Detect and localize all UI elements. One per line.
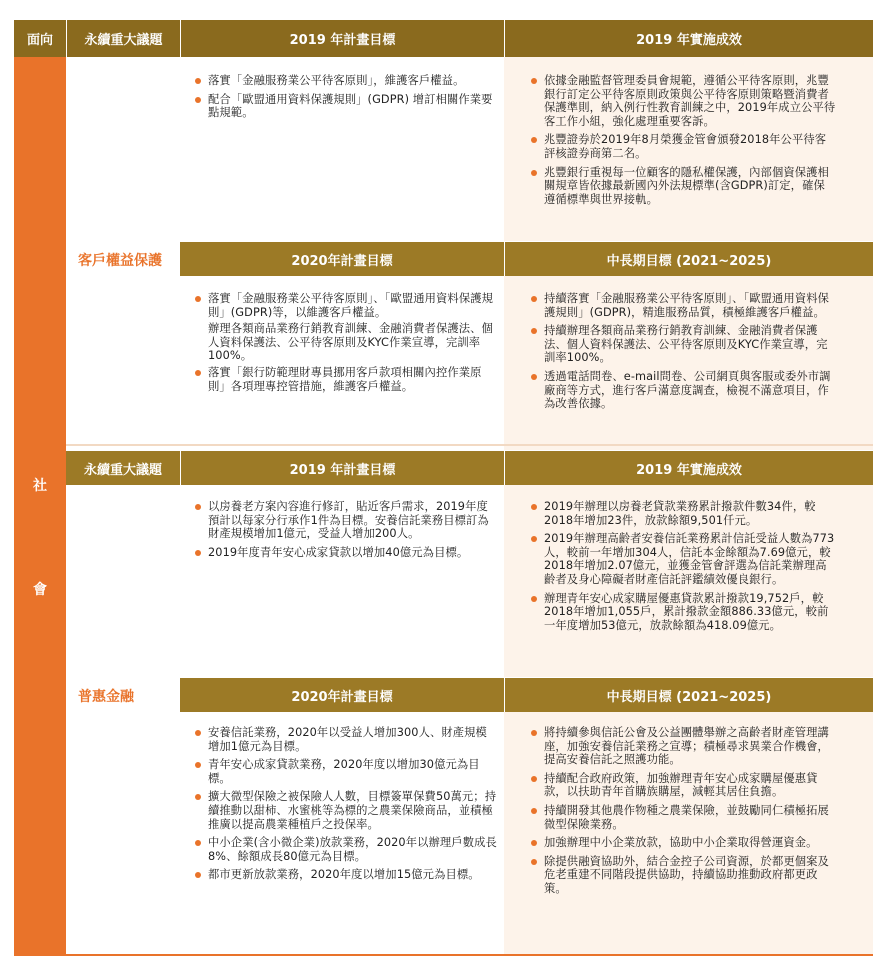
section2-header-result2019: 2019 年實施成效 bbox=[504, 451, 873, 485]
section1-plan2019-item: 落實「金融服務業公平待客原則」，維護客戶權益。 bbox=[194, 74, 498, 88]
header-topic: 永續重大議題 bbox=[66, 20, 180, 57]
header-plan-2019: 2019 年計畫目標 bbox=[180, 20, 504, 57]
section1-midterm-item: 透過電話問卷、e-mail問卷、公司網頁與客服或委外市調廠商等方式，進行客戶滿意度調查，檢視不滿意項目，作為改善依據。 bbox=[530, 370, 836, 411]
section2-plan2020-item: 中小企業(含小微企業)放款業務，2020年以辦理戶數成長8%、餘額成長80億元為目標。 bbox=[194, 836, 498, 863]
section2-header-plan2019: 2019 年計畫目標 bbox=[180, 451, 504, 485]
section2-topic: 普惠金融 bbox=[78, 689, 134, 705]
header-face: 面向 bbox=[14, 20, 66, 57]
section1-midterm bbox=[530, 292, 836, 416]
section1-topic: 客戶權益保護 bbox=[78, 253, 162, 269]
section-divider bbox=[66, 444, 873, 446]
header-result-2019: 2019 年實施成效 bbox=[504, 20, 873, 57]
section1-midterm-item: 持續辦理各類商品業務行銷教育訓練、金融消費者保護法、個人資料保護法、公平待客原則及KYC作業宣導，完訓率100%。 bbox=[530, 324, 836, 365]
section1-header-plan2020: 2020年計畫目標 bbox=[180, 242, 504, 276]
section2-header-midterm: 中長期目標 (2021~2025) bbox=[504, 678, 873, 712]
section2-plan2020 bbox=[194, 726, 498, 887]
face-column bbox=[14, 57, 66, 956]
section1-result2019-item: 兆豐證券於2019年8月榮獲金管會頒發2018年公平待客評核證券商第二名。 bbox=[530, 133, 836, 160]
section2-header-topic: 永續重大議題 bbox=[66, 451, 180, 485]
section2-header-plan2020: 2020年計畫目標 bbox=[180, 678, 504, 712]
section2-result2019-item: 2019年辦理高齡者安養信託業務累計信託受益人數為773人，較前一年增加304人，信託本金餘額為7.69億元，較2018年增加2.07億元，並獲金管會評選為信託業辦理高齡者及身心障礙者財產信託評鑑績效優良銀行。 bbox=[530, 532, 836, 586]
section1-plan2020-item: 辦理各類商品業務行銷教育訓練、金融消費者保護法、個人資料保護法、公平待客原則及KYC作業宣導，完訓率100%。 bbox=[208, 322, 493, 363]
section1-plan2019 bbox=[194, 74, 498, 125]
section2-plan2020-item: 擴大微型保險之被保險人人數，目標簽單保費50萬元；持續推動以甜柿、水蜜桃等為標的之農業保險商品，並積極推廣以提高農業種植戶之投保率。 bbox=[194, 790, 498, 831]
section2-plan2020-item: 青年安心成家貸款業務，2020年度以增加30億元為目標。 bbox=[194, 758, 498, 785]
section2-midterm bbox=[530, 726, 836, 901]
section2-midterm-item: 持續開發其他農作物種之農業保險，並鼓勵同仁積極拓展微型保險業務。 bbox=[530, 804, 836, 831]
section2-result2019-item: 辦理青年安心成家購屋優惠貸款累計撥款19,752戶，較2018年增加1,055戶，累計撥款金額886.33億元，較前一年度增加53億元，放款餘額為418.09億元。 bbox=[530, 592, 836, 633]
section1-midterm-item: 持續落實「金融服務業公平待客原則」、「歐盟通用資料保護規則」(GDPR)，精進服務品質，積極維護客戶權益。 bbox=[530, 292, 836, 319]
section1-result2019-item: 依據金融監督管理委員會規範，遵循公平待客原則，兆豐銀行訂定公平待客原則政策與公平待客原則策略暨消費者保護準則，納入例行性教育訓練之中，2019年成立公平待客工作小組，強化處理重要客訴。 bbox=[530, 74, 836, 128]
section1-result2019 bbox=[530, 74, 836, 211]
section2-midterm-item: 將持續參與信託公會及公益團體舉辦之高齡者財產管理講座，加強安養信託業務之宣導；積極尋求異業合作機會，提高安養信託之照護功能。 bbox=[530, 726, 836, 767]
section2-result2019 bbox=[530, 500, 836, 637]
section2-plan2020-item: 都市更新放款業務，2020年度以增加15億元為目標。 bbox=[194, 868, 498, 882]
section1-result2019-item: 兆豐銀行重視每一位顧客的隱私權保護，內部個資保護相關規章皆依據最新國內外法規標準(含GDPR)訂定，確保遵循標準與世界接軌。 bbox=[530, 166, 836, 207]
section1-plan2020-item: 落實「銀行防範理財專員挪用客戶款項相關內控作業原則」各項理專控管措施，維護客戶權益。 bbox=[194, 366, 498, 393]
section1-plan2020 bbox=[194, 292, 498, 398]
section2-midterm-item: 除提供融資協助外，結合金控子公司資源，於都更個案及危老重建不同階段提供協助，持續協助推動政府都更政策。 bbox=[530, 855, 836, 896]
section1-plan2020-item: 落實「金融服務業公平待客原則」、「歐盟通用資料保護規則」(GDPR)等，以維護客戶權益。 bbox=[194, 292, 498, 319]
section2-result2019-item: 2019年辦理以房養老貸款業務累計撥款件數34件，較2018年增加23件，放款餘額9,501仟元。 bbox=[530, 500, 836, 527]
face-label-2: 會 bbox=[33, 582, 47, 598]
section1-header-midterm: 中長期目標 (2021~2025) bbox=[504, 242, 873, 276]
section2-plan2019-item: 以房養老方案內容進行修訂，貼近客戶需求，2019年度預計以每家分行承作1件為目標。安養信託業務目標訂為財產規模增加1億元，受益人增加200人。 bbox=[194, 500, 498, 541]
section2-midterm-item: 加強辦理中小企業放款，協助中小企業取得營運資金。 bbox=[530, 836, 836, 850]
section2-plan2020-item: 安養信託業務，2020年以受益人增加300人、財產規模增加1億元為目標。 bbox=[194, 726, 498, 753]
section2-midterm-item: 持續配合政府政策，加強辦理青年安心成家購屋優惠貸款，以扶助青年首購族購屋，減輕其居住負擔。 bbox=[530, 772, 836, 799]
section2-plan2019-item: 2019年度青年安心成家貸款以增加40億元為目標。 bbox=[194, 546, 498, 560]
face-label-1: 社 bbox=[33, 478, 47, 494]
section2-plan2019 bbox=[194, 500, 498, 564]
section1-plan2019-item: 配合「歐盟通用資料保護規則」(GDPR) 增訂相關作業要點規範。 bbox=[194, 93, 498, 120]
